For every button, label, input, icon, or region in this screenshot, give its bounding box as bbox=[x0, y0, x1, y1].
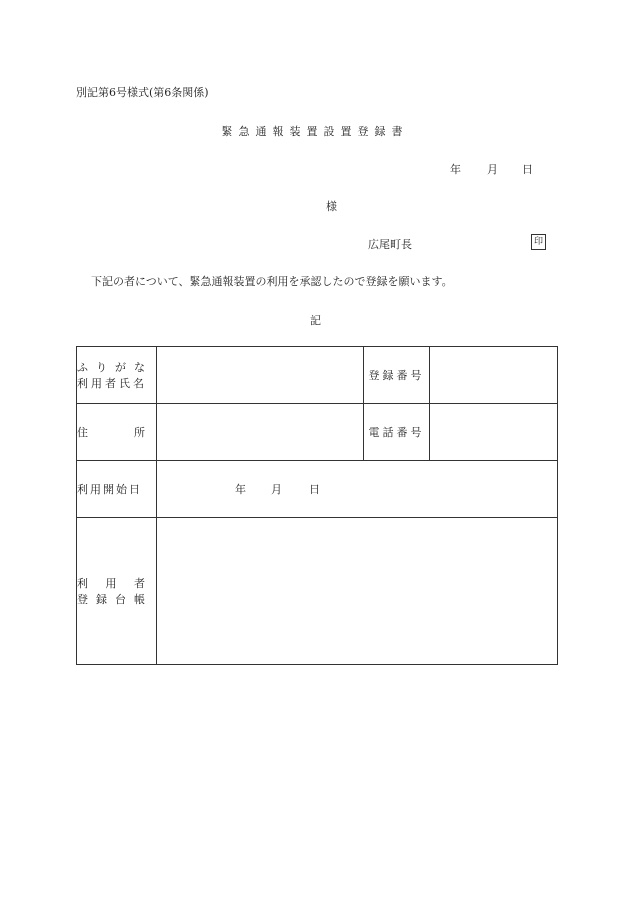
table-row-address bbox=[77, 404, 558, 461]
start-date-field[interactable] bbox=[157, 461, 558, 518]
addressee-honorific: 様 bbox=[326, 200, 337, 213]
form-number-label: 別記第6号様式(第6条関係) bbox=[76, 86, 209, 99]
phone-number-field[interactable] bbox=[430, 404, 558, 461]
table-row-ledger bbox=[77, 518, 558, 665]
table-row-name bbox=[77, 347, 558, 404]
user-name-label: 利用者氏名 bbox=[77, 377, 147, 390]
start-date-year: 年 bbox=[235, 483, 246, 496]
user-name-field[interactable] bbox=[157, 347, 364, 404]
address-label: 住 所 bbox=[77, 404, 157, 461]
ki-heading: 記 bbox=[310, 314, 321, 327]
start-date-day: 日 bbox=[309, 483, 320, 496]
request-statement: 下記の者について、緊急通報装置の利用を承認したので登録を願います。 bbox=[91, 275, 453, 288]
name-label-cell bbox=[77, 347, 157, 404]
document-title: 緊急通報装置設置登録書 bbox=[221, 125, 409, 138]
seal-mark: 印 bbox=[531, 234, 546, 250]
phone-number-label: 電話番号 bbox=[364, 404, 430, 461]
ledger-label bbox=[77, 518, 157, 665]
date-day-label: 日 bbox=[522, 163, 533, 176]
registration-table bbox=[76, 346, 558, 665]
address-field[interactable] bbox=[157, 404, 364, 461]
registration-number-label: 登録番号 bbox=[364, 347, 430, 404]
ledger-label-line1: 利 用 者 bbox=[77, 577, 145, 590]
ledger-field[interactable] bbox=[157, 518, 558, 665]
issuer-name: 広尾町長 bbox=[368, 238, 412, 251]
furigana-label: ふ り が な bbox=[77, 361, 145, 374]
start-date-label: 利用開始日 bbox=[77, 461, 157, 518]
table-row-start-date bbox=[77, 461, 558, 518]
registration-number-field[interactable] bbox=[430, 347, 558, 404]
ledger-label-line2: 登 録 台 帳 bbox=[77, 593, 145, 606]
start-date-month: 月 bbox=[271, 483, 282, 496]
date-year-label: 年 bbox=[450, 163, 461, 176]
date-month-label: 月 bbox=[487, 163, 498, 176]
